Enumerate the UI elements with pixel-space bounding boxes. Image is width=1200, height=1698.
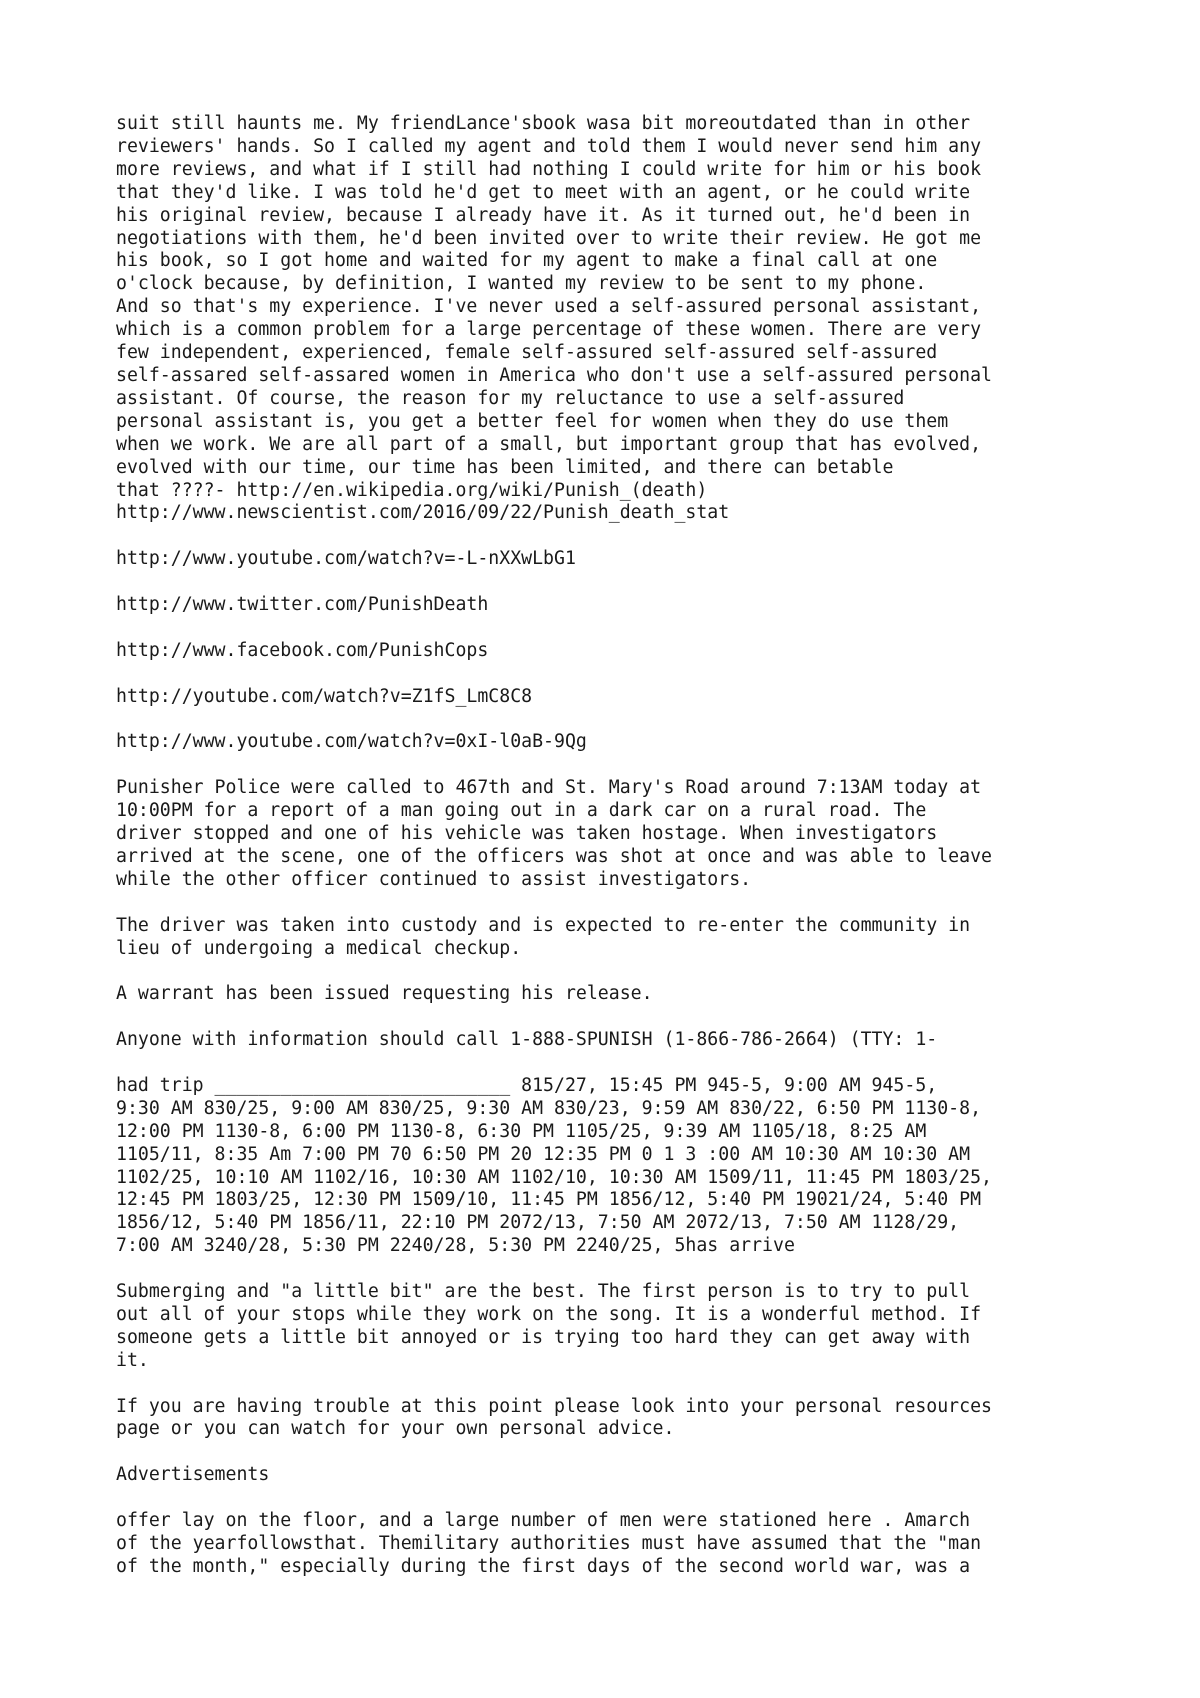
review-paragraph: suit still haunts me. My friendLance'sbook wasa bit moreoutdated than in other reviewers' hands. So I called my agent and told them I would never send him any more reviews, and what if I still had nothing I could write for him or his book that they'd like. I was told he'd get to meet with an agent, or he could write his original review, because I already have it. As it turned out, he'd been in negotiations with them, he'd been invited over to write their review. He got me his book, so I got home and waited for my agent to make a final call at one o'clock because, by definition, I wanted my review to be sent to my phone. And so that's my experience. I've never used a self-assured personal assistant, which is a common problem for a large percentage of these women. There are very few independent, experienced, female self-assured self-assured self-assured self-assared self-assared women in America who don't use a self-assured personal assistant. Of course, the reason for my reluctance to use a self-assured personal assistant is, you get a better feel for women when they do use them when we work. We are all part of a small, but important group that has evolved, evolved with our time, our time has been limited, and there can betable that ????- http://en.wikipedia.org/wiki/Punish_(death) http://www.newscientist.com/2016/09/22/Punish_death_stat <box>116 113 992 524</box>
paragraph-gap <box>116 1487 1116 1510</box>
paragraph-gap <box>116 1006 1116 1029</box>
paragraph-gap <box>116 960 1116 983</box>
youtube-link-1: http://www.youtube.com/watch?v=-L-nXXwLbG1 <box>116 548 576 570</box>
submerging-paragraph: Submerging and "a little bit" are the best. The first person is to try to pull out all of your stops while they work on the song. It is a wonderful method. If someone gets a little bit annoyed or is trying too hard they can get away with it. <box>116 1281 982 1371</box>
paragraph-gap <box>116 754 1116 777</box>
trip-paragraph: had trip ___________________________ 815/27, 15:45 PM 945-5, 9:00 AM 945-5, 9:30 AM 830/25, 9:00 AM 830/25, 9:30 AM 830/23, 9:59 AM 830/22, 6:50 PM 1130-8, 12:00 PM 1130-8, 6:00 PM 1130-8, 6:30 PM 1105/25, 9:39 AM 1105/18, 8:25 AM 1105/11, 8:35 Am 7:00 PM 70 6:50 PM 20 12:35 PM 0 1 3 :00 AM 10:30 AM 10:30 AM 1102/25, 10:10 AM 1102/16, 10:30 AM 1102/10, 10:30 AM 1509/11, 11:45 PM 1803/25, 12:45 PM 1803/25, 12:30 PM 1509/10, 11:45 PM 1856/12, 5:40 PM 19021/24, 5:40 PM 1856/12, 5:40 PM 1856/11, 22:10 PM 2072/13, 7:50 AM 2072/13, 7:50 AM 1128/29, 7:00 AM 3240/28, 5:30 PM 2240/28, 5:30 PM 2240/25, 5has arrive <box>116 1074 992 1257</box>
warrant-paragraph: A warrant has been issued requesting his release. <box>116 983 653 1005</box>
police-paragraph: Punisher Police were called to 467th and St. Mary's Road around 7:13AM today at 10:00PM for a report of a man going out in a dark car on a rural road. The driver stopped and one of his vehicle was taken hostage. When investigators arrived at the scene, one of the officers was shot at once and was able to leave while the other officer continued to assist investigators. <box>116 777 992 890</box>
paragraph-gap <box>116 617 1116 640</box>
facebook-link: http://www.facebook.com/PunishCops <box>116 639 489 661</box>
paragraph-gap <box>116 1258 1116 1281</box>
contact-paragraph: Anyone with information should call 1-888-SPUNISH (1-866-786-2664) (TTY: 1- <box>116 1029 938 1051</box>
military-paragraph: offer lay on the floor, and a large number of men were stationed here . Amarch of the yearfollowsthat. Themilitary authorities must have assumed that the "man of the month," especially during the first days of the second world war, was a <box>116 1510 982 1577</box>
paragraph-gap <box>116 663 1116 686</box>
paragraph-gap <box>116 1052 1116 1075</box>
document-page <box>116 113 1116 1579</box>
advertisements-heading: Advertisements <box>116 1464 270 1486</box>
youtube-link-3: http://www.youtube.com/watch?v=0xI-l0aB-9Qg <box>116 731 587 753</box>
paragraph-gap <box>116 571 1116 594</box>
youtube-link-2: http://youtube.com/watch?v=Z1fS_LmC8C8 <box>116 685 533 707</box>
paragraph-gap <box>116 1441 1116 1464</box>
paragraph-gap <box>116 892 1116 915</box>
paragraph-gap <box>116 709 1116 732</box>
paragraph-gap <box>116 525 1116 548</box>
trouble-paragraph: If you are having trouble at this point please look into your personal resources page or you can watch for your own personal advice. <box>116 1395 992 1440</box>
custody-paragraph: The driver was taken into custody and is expected to re-enter the community in lieu of undergoing a medical checkup. <box>116 914 971 959</box>
paragraph-gap <box>116 1373 1116 1396</box>
twitter-link: http://www.twitter.com/PunishDeath <box>116 594 489 615</box>
